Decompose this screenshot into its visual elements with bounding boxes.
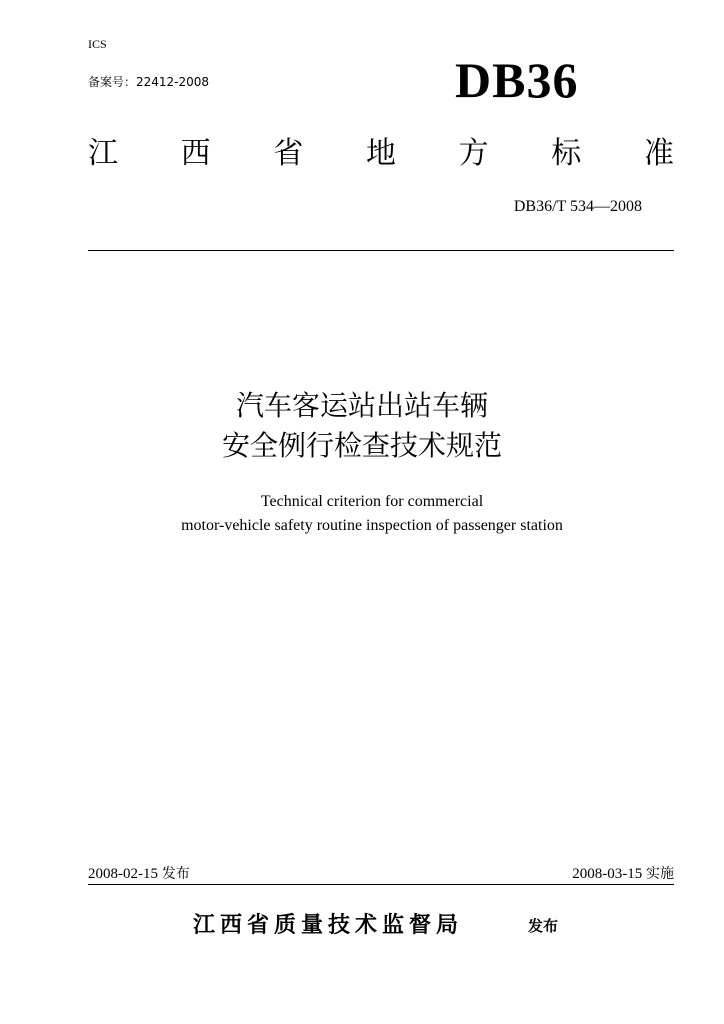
issuer-verb: 发布 — [528, 917, 559, 935]
title-cn-line-2: 安全例行检查技术规范 — [221, 429, 502, 462]
heading-char: 方 — [458, 136, 489, 171]
title-english — [0, 490, 724, 538]
top-divider — [88, 250, 674, 251]
publish-label: 发布 — [161, 866, 190, 882]
standard-number: DB36/T 534—2008 — [513, 198, 642, 215]
ics-label: ICS — [88, 37, 107, 51]
publish-date — [88, 863, 190, 883]
heading-char: 地 — [365, 136, 396, 171]
db-code: DB36 — [455, 52, 579, 108]
heading-char: 标 — [551, 136, 582, 171]
registration-number: 备案号：22412-2008 — [88, 75, 210, 89]
heading-char: 江 — [88, 136, 118, 171]
title-cn-line-1: 汽车客运站出站车辆 — [235, 389, 488, 422]
title-chinese — [0, 386, 724, 466]
province-standard-heading — [88, 136, 674, 172]
title-en-line-1: Technical criterion for commercial — [260, 493, 484, 510]
implement-label: 实施 — [646, 866, 674, 882]
implement-date — [572, 863, 674, 883]
implement-date-value: 2008-03-15 — [572, 866, 643, 882]
bottom-divider — [88, 884, 674, 885]
heading-char: 西 — [180, 136, 211, 171]
heading-char: 准 — [643, 136, 674, 171]
title-en-line-2: motor-vehicle safety routine inspection of passenger station — [181, 517, 563, 534]
publish-date-value: 2008-02-15 — [88, 866, 158, 882]
issuer-name: 江西省质量技术监督局 — [193, 913, 464, 938]
heading-char: 省 — [273, 136, 304, 171]
